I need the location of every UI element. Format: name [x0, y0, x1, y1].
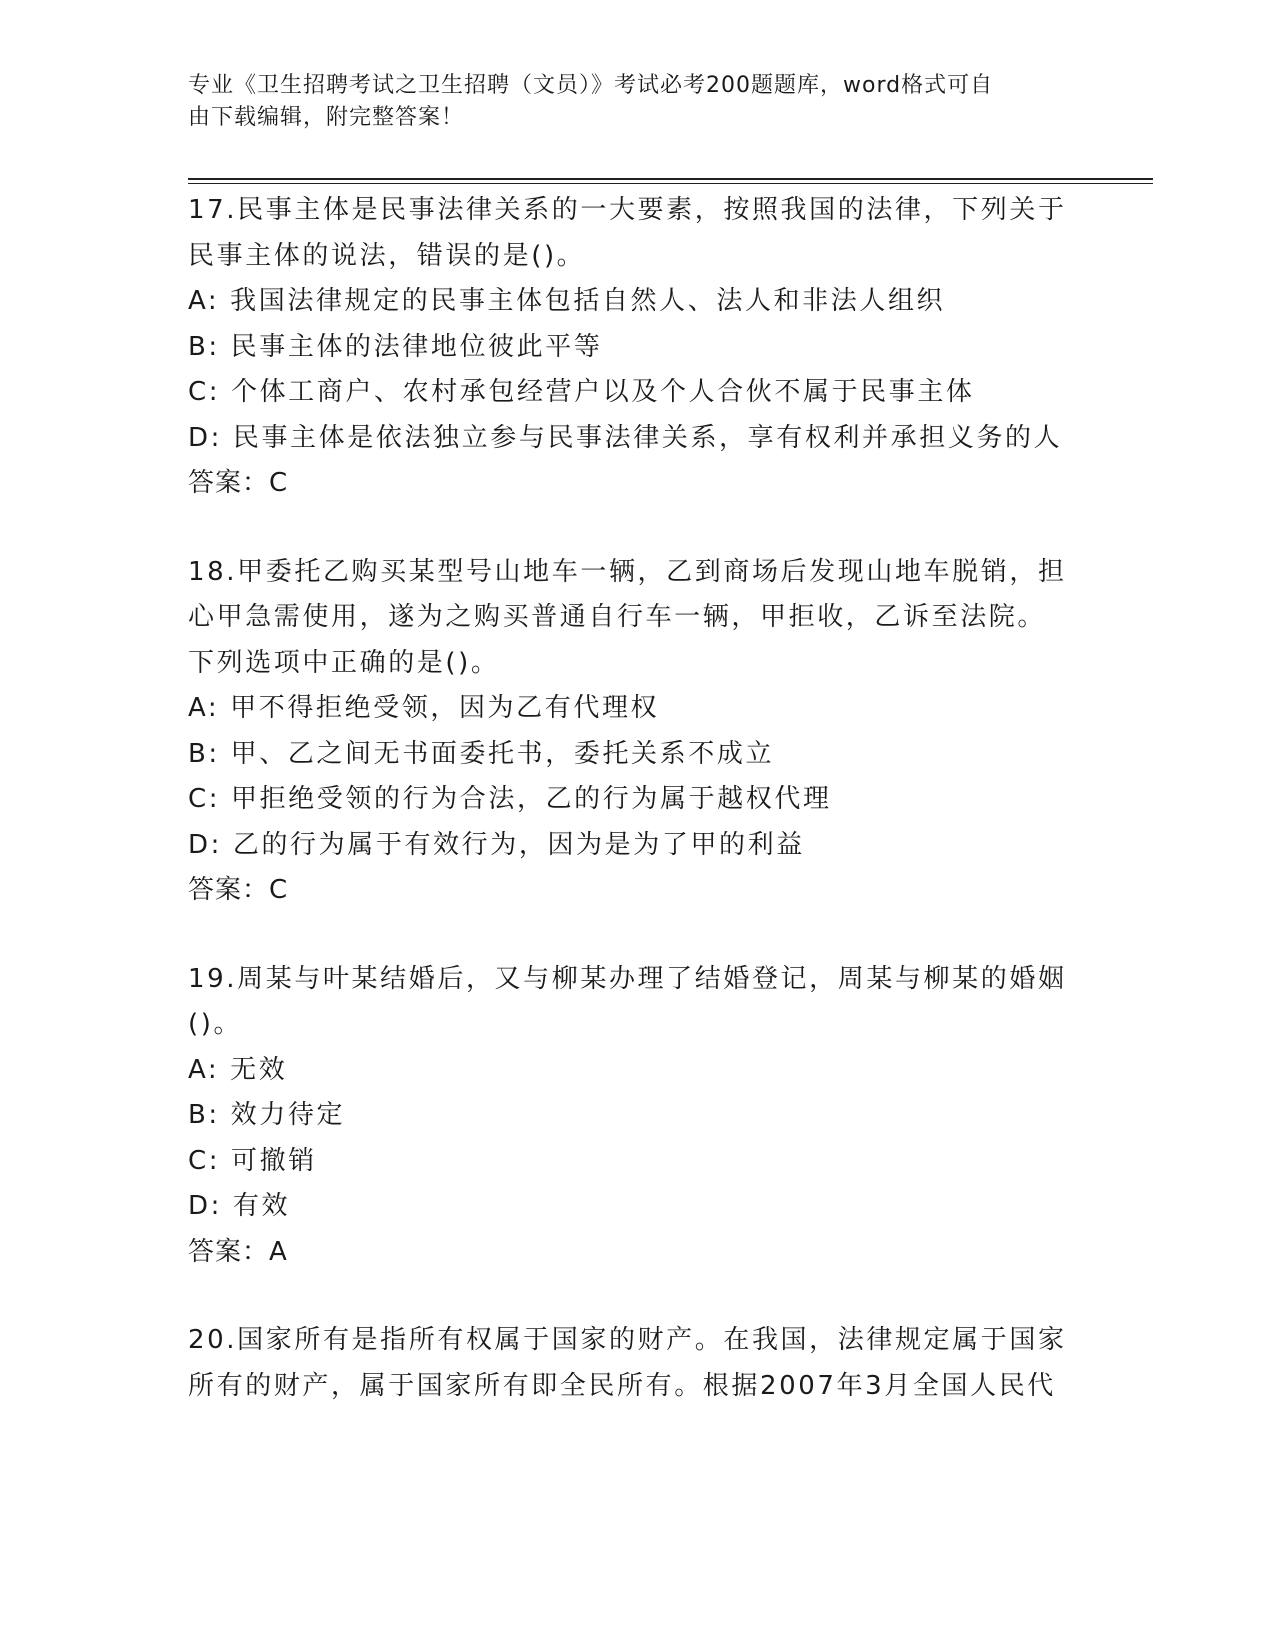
- answer-option: C: 可撤销: [188, 1145, 317, 1176]
- answer-option: D: 民事主体是依法独立参与民事法律关系，享有权利并承担义务的人: [188, 422, 1063, 453]
- answer-option: A: 甲不得拒绝受领，因为乙有代理权: [188, 693, 660, 723]
- document-header: [188, 70, 1068, 134]
- header-line: 由下载编辑，附完整答案！: [188, 105, 465, 130]
- question-block: [188, 550, 1068, 914]
- header-rule: [188, 178, 1153, 180]
- answer-option: B: 效力待定: [188, 1100, 346, 1130]
- question-block: [188, 1318, 1068, 1409]
- answer-key: 答案：C: [188, 875, 289, 905]
- question-stem-line: ()。: [188, 1009, 243, 1039]
- question-stem-line: 20.国家所有是指所有权属于国家的财产。在我国，法律规定属于国家: [188, 1325, 1067, 1355]
- question-stem-line: 19.周某与叶某结婚后，又与柳某办理了结婚登记，周某与柳某的婚姻: [188, 963, 1067, 994]
- question-stem-line: 17.民事主体是民事法律关系的一大要素，按照我国的法律，下列关于: [188, 195, 1067, 225]
- question-block: [188, 188, 1068, 507]
- answer-option: C: 个体工商户、农村承包经营户以及个人合伙不属于民事主体: [188, 377, 975, 407]
- question-stem-line: 心甲急需使用，遂为之购买普通自行车一辆，甲拒收，乙诉至法院。: [188, 602, 1047, 632]
- question-stem-line: 18.甲委托乙购买某型号山地车一辆，乙到商场后发现山地车脱销，担: [188, 556, 1067, 587]
- answer-option: B: 甲、乙之间无书面委托书，委托关系不成立: [188, 738, 775, 769]
- question-stem-line: 民事主体的说法，错误的是()。: [188, 240, 586, 271]
- question-block: [188, 957, 1068, 1276]
- answer-option: C: 甲拒绝受领的行为合法，乙的行为属于越权代理: [188, 784, 832, 814]
- question-list: [188, 188, 1068, 1452]
- answer-option: D: 乙的行为属于有效行为，因为是为了甲的利益: [188, 829, 805, 860]
- question-stem-line: 下列选项中正确的是()。: [188, 647, 500, 678]
- header-line: 专业《卫生招聘考试之卫生招聘（文员）》考试必考200题题库，word格式可自: [188, 73, 994, 98]
- answer-option: A: 我国法律规定的民事主体包括自然人、法人和非法人组织: [188, 286, 946, 316]
- answer-key: 答案：C: [188, 468, 289, 498]
- question-stem-line: 所有的财产，属于国家所有即全民所有。根据2007年3月全国人民代: [188, 1370, 1056, 1401]
- answer-option: A: 无效: [188, 1054, 288, 1085]
- answer-key: 答案：A: [188, 1236, 288, 1267]
- answer-option: D: 有效: [188, 1191, 291, 1221]
- header-rule-thin: [188, 183, 1153, 184]
- answer-option: B: 民事主体的法律地位彼此平等: [188, 331, 603, 362]
